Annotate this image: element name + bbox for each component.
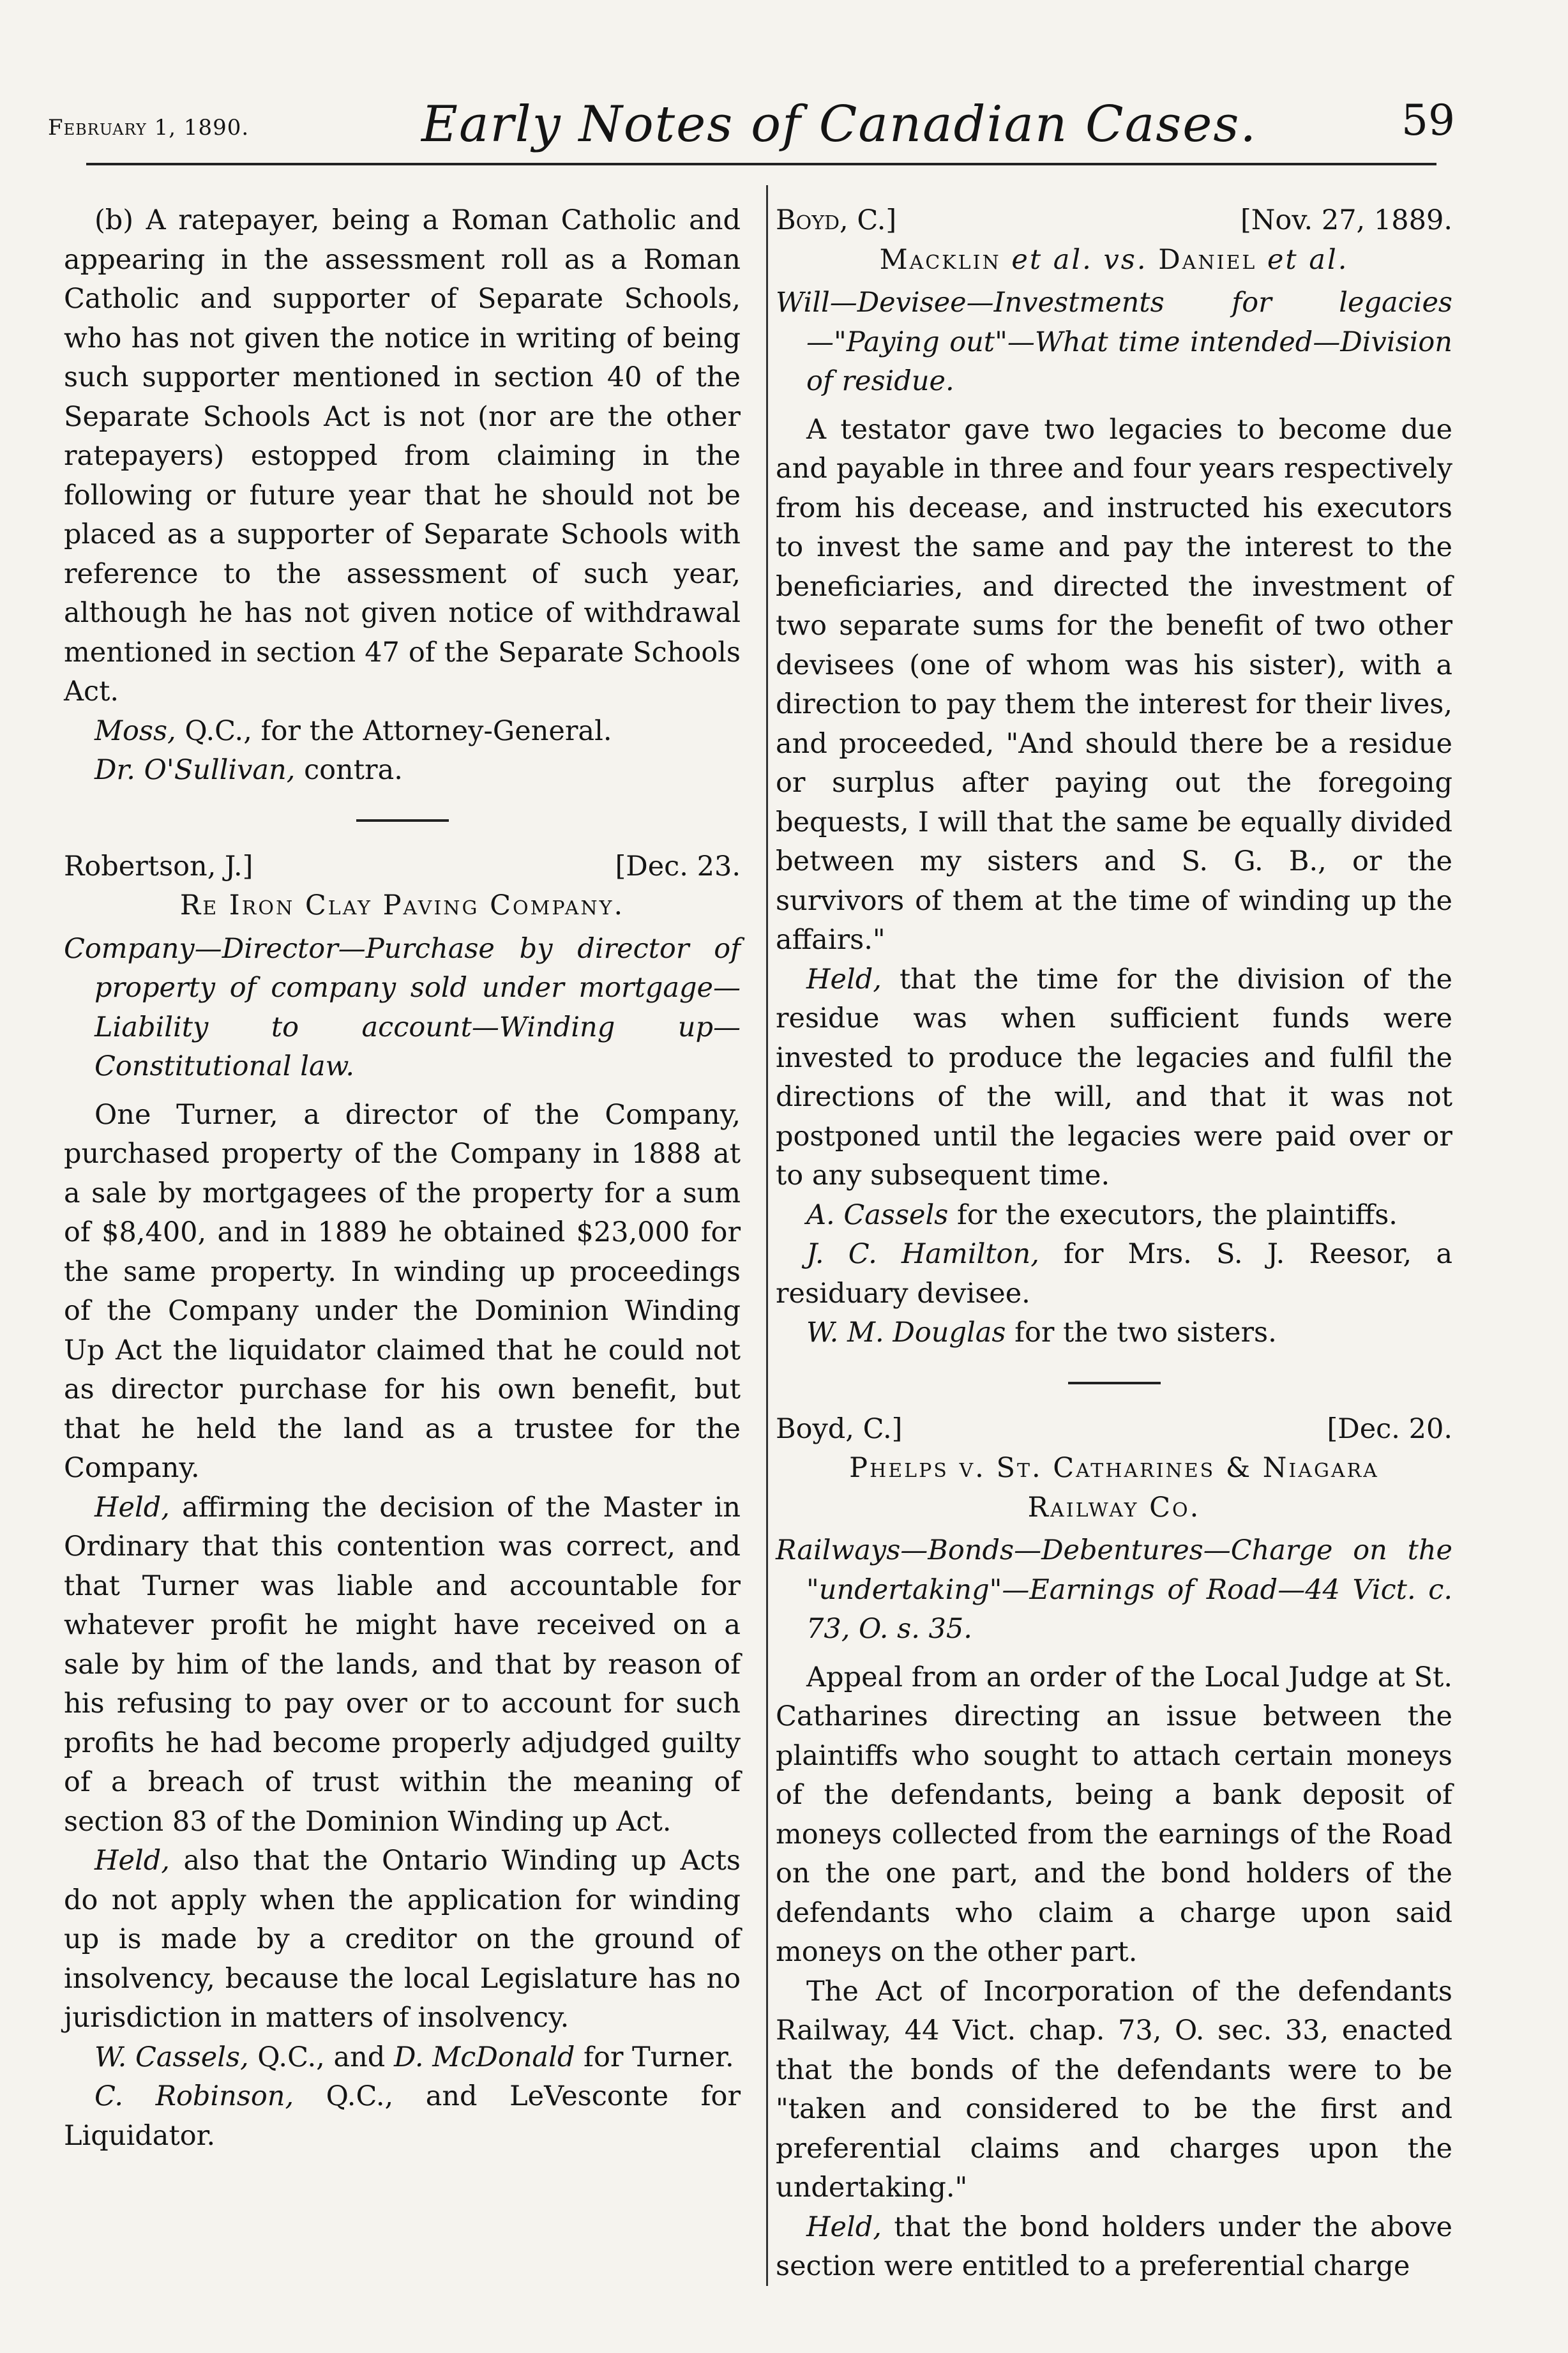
counsel-text: for the executors, the plaintiffs. bbox=[948, 1199, 1398, 1231]
held-word: Held, bbox=[806, 963, 882, 995]
counsel-text: Q.C., and LeVesconte for Liquidator. bbox=[64, 2080, 741, 2152]
case-party: Daniel bbox=[1147, 243, 1267, 276]
page-number: 59 bbox=[1401, 96, 1455, 145]
held-text: also that the Ontario Winding up Acts do not apply when the application for winding up is made by a creditor on the ground of insolvency, because the local Legislature has no jurisdiction in matters of insolvency. bbox=[64, 1845, 741, 2034]
counsel-name: Dr. O'Sullivan, bbox=[94, 754, 296, 786]
paragraph: (b) A ratepayer, being a Roman Catholic and appearing in the assessment roll as a Roman Catholic and supporter of Separate Schools, who has not given the notice in writing of being such supporter mentioned in section 40 of the Separate Schools Act is not (nor are the other ratepayers) estopped from claiming in the following or future year that he should not be placed as a supporter of Separate Schools with reference to the assessment of such year, although he has not given notice of withdrawal mentioned in section 47 of the Separate Schools Act. bbox=[64, 204, 741, 707]
header-date: February 1, 1890. bbox=[48, 115, 250, 140]
case-date: [Dec. 20. bbox=[1327, 1412, 1452, 1445]
counsel-name: J. C. Hamilton, bbox=[806, 1238, 1039, 1270]
counsel-name: A. Cassels bbox=[806, 1199, 949, 1231]
case-judge: Robertson, J.] bbox=[64, 850, 253, 882]
case-title-italic: et al. bbox=[1000, 243, 1104, 276]
case-title: Phelps v. St. Catharines & Niagara bbox=[849, 1452, 1379, 1484]
header-title: Early Notes of Canadian Cases. bbox=[421, 96, 1258, 153]
counsel-name: D. McDonald bbox=[393, 2041, 575, 2073]
counsel-line bbox=[776, 1235, 1452, 1313]
case-title-italic: vs. bbox=[1103, 243, 1148, 276]
paragraph bbox=[776, 960, 1452, 1196]
counsel-name: W. Cassels, bbox=[94, 2041, 249, 2073]
right-column bbox=[776, 201, 1452, 2287]
header-rule bbox=[86, 163, 1436, 165]
paragraph: Appeal from an order of the Local Judge at St. Catharines directing an issue between the plaintiffs who sought to attach certain moneys of the defendants, being a bank deposit of moneys collected from the earnings of the Road on the one part, and the bond holders of the defendants who claim a charge upon said moneys on the other part. bbox=[776, 1661, 1452, 1968]
counsel-line bbox=[64, 2077, 741, 2156]
left-column bbox=[64, 201, 741, 2156]
counsel-text: Q.C., for the Attorney-General. bbox=[176, 715, 612, 747]
case-date: [Nov. 27, 1889. bbox=[1240, 204, 1452, 236]
held-word: Held, bbox=[94, 1845, 170, 1877]
case-judge: Boyd, C.] bbox=[776, 1412, 903, 1445]
case-keywords: Will—Devisee—Investments for legacies—"Paying out"—What time intended—Division of residue. bbox=[776, 287, 1452, 397]
counsel-text: for the two sisters. bbox=[1006, 1317, 1277, 1349]
case-heading bbox=[776, 1410, 1452, 1449]
case-separator bbox=[356, 819, 449, 822]
counsel-text: for Mrs. S. J. Reesor, a residuary devisee. bbox=[776, 1238, 1452, 1310]
paragraph bbox=[776, 2208, 1452, 2287]
counsel-line bbox=[64, 712, 741, 752]
case-title bbox=[776, 241, 1452, 280]
counsel-line bbox=[776, 1313, 1452, 1353]
paragraph bbox=[64, 1842, 741, 2038]
case-title: Re Iron Clay Paving Company. bbox=[179, 889, 625, 921]
counsel-line bbox=[64, 2038, 741, 2078]
counsel-name: C. Robinson, bbox=[94, 2080, 294, 2112]
counsel-name: W. M. Douglas bbox=[806, 1317, 1006, 1349]
case-party: Macklin bbox=[879, 243, 1001, 276]
column-divider bbox=[766, 185, 768, 2286]
paragraph bbox=[64, 1488, 741, 1842]
counsel-text: contra. bbox=[295, 754, 403, 786]
case-keywords: Company—Director—Purchase by director of property of company sold under mortgage—Liability to account—Winding up—Constitutional law. bbox=[64, 932, 741, 1082]
held-text: that the time for the division of the residue was when sufficient funds were invested to produce the legacies and fulfil the directions of the will, and that it was not postponed until the legacies were paid over or to any subsequent time. bbox=[776, 963, 1452, 1192]
held-word: Held, bbox=[94, 1491, 170, 1524]
counsel-name: Moss, bbox=[94, 715, 176, 747]
held-text: affirming the decision of the Master in Ordinary that this contention was correct, and that Turner was liable and accountable for whatever profit he might have received on a sale by him of the lands, and that by reason of his refusing to pay over or to account for such profits he had become properly adjudged guilty of a breach of trust within the meaning of section 83 of the Dominion Winding up Act. bbox=[64, 1491, 741, 1838]
case-title: Railway Co. bbox=[1027, 1491, 1201, 1524]
case-heading bbox=[776, 201, 1452, 241]
counsel-text: for Turner. bbox=[575, 2041, 734, 2073]
paragraph: A testator gave two legacies to become due and payable in three and four years respectively from his decease, and instructed his executors to invest the same and pay the interest to the beneficiaries, and directed the investment of two separate sums for the benefit of two other devisees (one of whom was his sister), with a direction to pay them the interest for their lives, and proceeded, "And should there be a residue or surplus after paying out the foregoing bequests, I will that the same be equally divided between my sisters and S. G. B., or the survivors of them at the time of winding up the affairs." bbox=[776, 413, 1452, 956]
case-heading bbox=[64, 847, 741, 887]
counsel-line bbox=[776, 1196, 1452, 1236]
case-keywords: Railways—Bonds—Debentures—Charge on the "undertaking"—Earnings of Road—44 Vict. c. 73, O. s. 35. bbox=[776, 1534, 1452, 1645]
case-judge: Boyd, C.] bbox=[776, 204, 897, 236]
counsel-line bbox=[64, 751, 741, 791]
held-text: that the bond holders under the above section were entitled to a preferential charge bbox=[776, 2211, 1452, 2282]
held-word: Held, bbox=[806, 2211, 882, 2243]
paragraph: One Turner, a director of the Company, purchased property of the Company in 1888 at a sale by mortgagees of the property for a sum of $8,400, and in 1889 he obtained $23,000 for the same property. In winding up proceedings of the Company under the Dominion Winding Up Act the liquidator claimed that he could not as director purchase for his own benefit, but that he held the land as a trustee for the Company. bbox=[64, 1098, 741, 1484]
page-header bbox=[0, 0, 1568, 192]
counsel-text: Q.C., and bbox=[248, 2041, 394, 2073]
paragraph: The Act of Incorporation of the defendants Railway, 44 Vict. chap. 73, O. sec. 33, enacted that the bonds of the defendants were to be "taken and considered to be the first and preferential claims and charges upon the undertaking." bbox=[776, 1975, 1452, 2204]
case-date: [Dec. 23. bbox=[615, 850, 741, 882]
case-title-italic: et al. bbox=[1267, 243, 1349, 276]
case-separator bbox=[1068, 1382, 1161, 1384]
